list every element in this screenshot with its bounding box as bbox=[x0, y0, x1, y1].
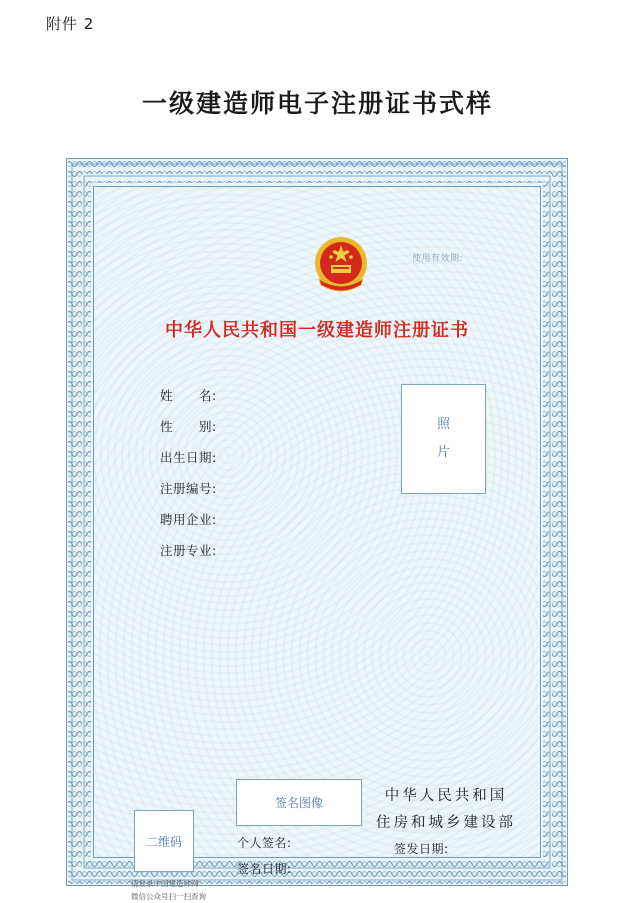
qr-code-label: 二维码 bbox=[145, 834, 182, 849]
issuer-line2: 住房和城乡建设部 bbox=[376, 815, 516, 831]
validity-label: 使用有效期: bbox=[412, 254, 464, 264]
signature-image-label: 签名图像 bbox=[274, 796, 323, 810]
document-title: 一级建造师电子注册证书式样 bbox=[141, 89, 493, 118]
photo-label-line2: 片 bbox=[436, 445, 450, 460]
field-specialty: 注册专业: bbox=[160, 543, 217, 558]
qr-note bbox=[131, 877, 206, 903]
qr-note-line1: 请登录中国建造师网 bbox=[131, 879, 199, 888]
signature-image-box bbox=[236, 779, 362, 826]
signature-date-label: 签名日期: bbox=[237, 862, 292, 876]
field-employer: 聘用企业: bbox=[160, 512, 217, 527]
field-birth-date: 出生日期: bbox=[160, 450, 217, 465]
issuer-line1: 中华人民共和国 bbox=[384, 788, 508, 804]
qr-code-box bbox=[134, 810, 194, 872]
attachment-label: 附件 2 bbox=[46, 15, 95, 33]
certificate-title: 中华人民共和国一级建造师注册证书 bbox=[165, 320, 469, 341]
photo-label-line1: 照 bbox=[436, 417, 450, 432]
signature-labels bbox=[237, 830, 292, 882]
national-emblem-icon bbox=[311, 235, 371, 297]
issuer bbox=[376, 783, 516, 837]
certificate bbox=[66, 158, 568, 901]
field-list bbox=[160, 380, 217, 566]
certificate-body bbox=[93, 186, 541, 901]
issue-date-label: 签发日期: bbox=[394, 842, 449, 856]
photo-box bbox=[401, 384, 486, 494]
personal-signature-label: 个人签名: bbox=[237, 836, 292, 850]
field-registration-number: 注册编号: bbox=[160, 481, 217, 496]
field-name: 姓 名: bbox=[160, 388, 217, 403]
qr-note-line2: 微信公众号扫一扫查询 bbox=[131, 892, 206, 901]
field-gender: 性 别: bbox=[160, 419, 217, 434]
